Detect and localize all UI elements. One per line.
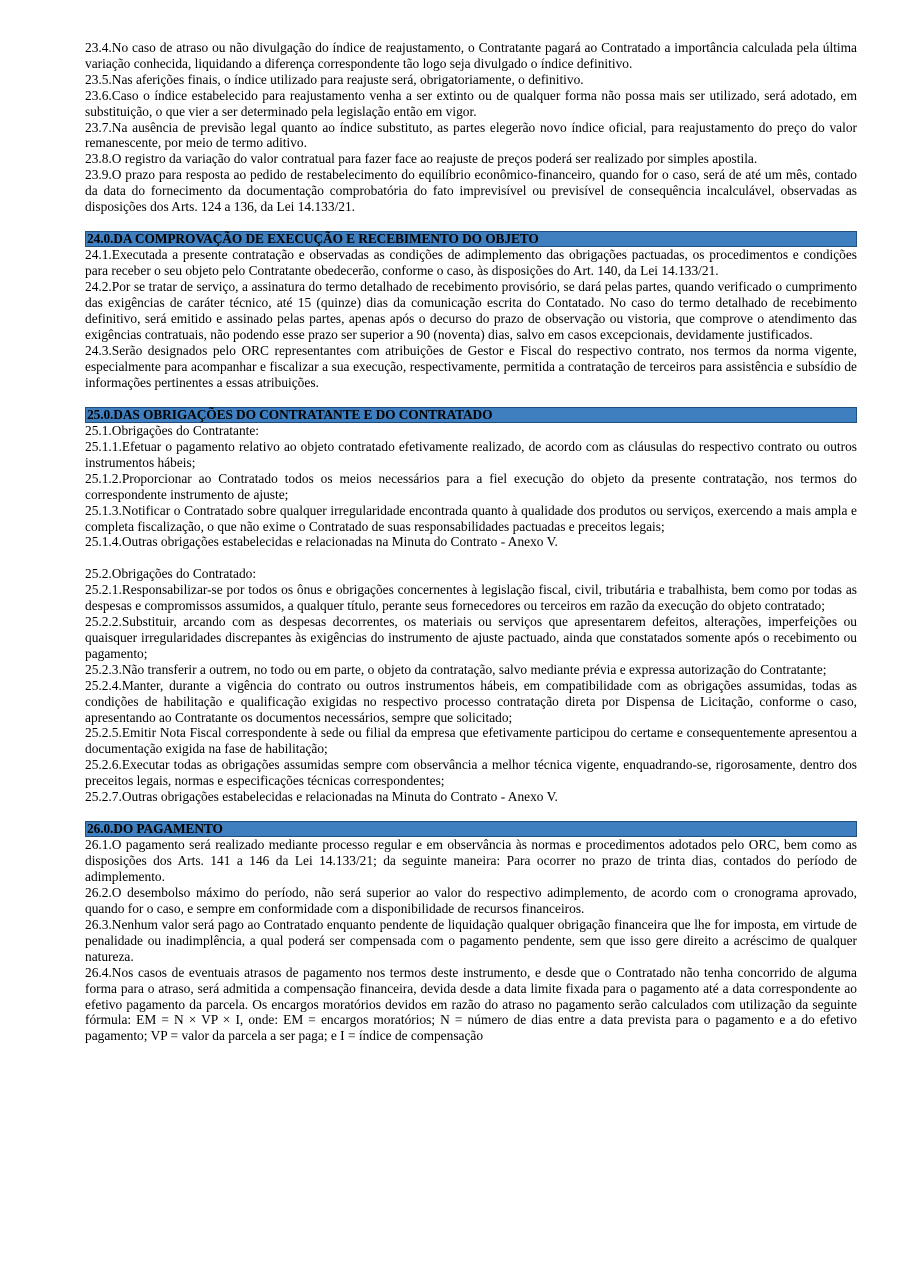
clause-25-1-3: 25.1.3.Notificar o Contratado sobre qualquer irregularidade encontrada quanto à qualidade dos produtos ou serviços, exercendo a mais ampla e completa fiscalização, o que não exime o Contratado de suas responsabilidades pactuadas e preceitos legais; (85, 502, 857, 534)
clause-25-2: 25.2.Obrigações do Contratado: (85, 566, 257, 582)
section-26-heading: 26.0.DO PAGAMENTO (85, 821, 857, 838)
clause-25-2-5: 25.2.5.Emitir Nota Fiscal correspondente à sede ou filial da empresa que efetivamente participou do certame e consequentemente apresentou a documentação exigida na fase de habilitação; (85, 725, 857, 757)
clause-23-6: 23.6.Caso o índice estabelecido para reajustamento venha a ser extinto ou de qualquer forma não possa mais ser utilizado, será adotado, em substituição, o que vier a ser determinado pela legislação então em vigor. (85, 87, 857, 119)
clause-23-7: 23.7.Na ausência de previsão legal quanto ao índice substituto, as partes elegerão novo índice oficial, para reajustamento do preço do valor remanescente, por meio de termo aditivo. (85, 119, 857, 151)
clause-25-1-1: 25.1.1.Efetuar o pagamento relativo ao objeto contratado efetivamente realizado, de acordo com as cláusulas do respectivo contrato ou outros instrumentos hábeis; (85, 439, 857, 470)
clause-25-2-4: 25.2.4.Manter, durante a vigência do contrato ou outros instrumentos hábeis, em compatibilidade com as obrigações assumidas, todas as condições de habilitação e qualificação exigidas no respectivo processo contratação direta por Dispensa de Licitação, conforme o caso, apresentando ao Contratante os documentos necessários, sempre que solicitado; (85, 677, 857, 725)
clause-25-2-6: 25.2.6.Executar todas as obrigações assumidas sempre com observância a melhor técnica vigente, enquadrando-se, rigorosamente, dentro dos preceitos legais, normas e especificações técnicas correspondentes; (85, 757, 857, 789)
spacer (85, 215, 857, 231)
section-25-heading: 25.0.DAS OBRIGAÇÕES DO CONTRATANTE E DO CONTRATADO (85, 407, 857, 424)
clause-24-1: 24.1.Executada a presente contratação e observadas as condições de adimplemento das obrigações pactuadas, os procedimentos e condições para receber o seu objeto pelo Contratante obedecerão, conforme o caso, às disposições do Art. 140, da Lei 14.133/21. (85, 247, 857, 279)
spacer (85, 550, 857, 566)
clause-25-2-1: 25.2.1.Responsabilizar-se por todos os ônus e obrigações concernentes à legislação fiscal, civil, tributária e trabalhista, bem como por todas as despesas e compromissos assumidos, a qualquer título, perante seus fornecedores ou terceiros em razão da execução do objeto contratado; (85, 582, 857, 614)
clause-25-2-7: 25.2.7.Outras obrigações estabelecidas e relacionadas na Minuta do Contrato - Anexo V. (85, 789, 558, 805)
clause-26-3: 26.3.Nenhum valor será pago ao Contratado enquanto pendente de liquidação qualquer obrigação financeira que lhe for imposta, em virtude de penalidade ou inadimplência, a qual poderá ser compensada com o pagamento pendente, sem que isso gere direito a acréscimo de qualquer natureza. (85, 917, 857, 964)
spacer (85, 391, 857, 407)
clause-25-1: 25.1.Obrigações do Contratante: (85, 423, 260, 439)
clause-24-3: 24.3.Serão designados pelo ORC representantes com atribuições de Gestor e Fiscal do respectivo contrato, nos termos da norma vigente, especialmente para acompanhar e fiscalizar a sua execução, respectivamente, permitida a contratação de terceiros para assistência e subsídio de informações pertinentes a essas atribuições. (85, 342, 857, 390)
clause-23-8: 23.8.O registro da variação do valor contratual para fazer face ao reajuste de preços poderá ser realizado por simples apostila. (85, 151, 758, 167)
clause-25-2-2: 25.2.2.Substituir, arcando com as despesas decorrentes, os materiais ou serviços que apresentarem defeitos, alterações, imperfeições ou quaisquer irregularidades discrepantes às exigências do instrumento de ajuste pactuado, ainda que constatados somente após o recebimento ou pagamento; (85, 614, 857, 661)
clause-24-2: 24.2.Por se tratar de serviço, a assinatura do termo detalhado de recebimento provisório, se dará pelas partes, quando verificado o cumprimento das exigências de caráter técnico, até 15 (quinze) dias da comunicação escrita do Contatado. No caso do termo detalhado de recebimento definitivo, será emitido e assinado pelas partes, apenas após o decurso do prazo de observação ou vistoria, que comprove o atendimento das exigências contratuais, não podendo esse prazo ser superior a 90 (noventa) dias, salvo em casos excepcionais, devidamente justificados. (85, 279, 857, 342)
clause-25-2-3: 25.2.3.Não transferir a outrem, no todo ou em parte, o objeto da contratação, salvo mediante prévia e expressa autorização do Contratante; (85, 661, 827, 677)
clause-25-1-4: 25.1.4.Outras obrigações estabelecidas e relacionadas na Minuta do Contrato - Anexo V. (85, 534, 558, 550)
section-24-heading: 24.0.DA COMPROVAÇÃO DE EXECUÇÃO E RECEBIMENTO DO OBJETO (85, 231, 857, 248)
spacer (85, 805, 857, 821)
clause-26-4: 26.4.Nos casos de eventuais atrasos de pagamento nos termos deste instrumento, e desde que o Contratado não tenha concorrido de alguma forma para o atraso, será admitida a compensação financeira, devida desde a data limite fixada para o pagamento até a data correspondente ao efetivo pagamento da parcela. Os encargos moratórios devidos em razão do atraso no pagamento serão calculados com utilização da seguinte fórmula: EM = N × VP × I, onde: EM = encargos moratórios; N = número de dias entre a data prevista para o pagamento e a do efetivo pagamento; VP = valor da parcela a ser paga; e I = índice de compensação (85, 964, 857, 1044)
clause-23-5: 23.5.Nas aferições finais, o índice utilizado para reajuste será, obrigatoriamente, o definitivo. (85, 71, 584, 87)
clause-25-1-2: 25.1.2.Proporcionar ao Contratado todos os meios necessários para a fiel execução do objeto da presente contratação, nos termos do correspondente instrumento de ajuste; (85, 470, 857, 502)
clause-26-2: 26.2.O desembolso máximo do período, não será superior ao valor do respectivo adimplemento, de acordo com o cronograma aprovado, quando for o caso, e sempre em conformidade com a disponibilidade de recursos financeiros. (85, 885, 857, 917)
clause-23-9: 23.9.O prazo para resposta ao pedido de restabelecimento do equilíbrio econômico-financeiro, quando for o caso, será de até um mês, contado da data do fornecimento da documentação comprobatória do fato imprevisível ou previsível de consequência incalculável, observadas as disposições dos Arts. 124 a 136, da Lei 14.133/21. (85, 167, 857, 215)
clause-26-1: 26.1.O pagamento será realizado mediante processo regular e em observância às normas e procedimentos adotados pelo ORC, bem como as disposições dos Arts. 141 a 146 da Lei 14.133/21; da seguinte maneira: Para ocorrer no prazo de trinta dias, contados do período de adimplemento. (85, 837, 857, 885)
document-page (85, 40, 857, 1044)
clause-23-4: 23.4.No caso de atraso ou não divulgação do índice de reajustamento, o Contratante pagará ao Contratado a importância calculada pela última variação conhecida, liquidando a diferença correspondente tão logo seja divulgado o índice definitivo. (85, 40, 857, 71)
